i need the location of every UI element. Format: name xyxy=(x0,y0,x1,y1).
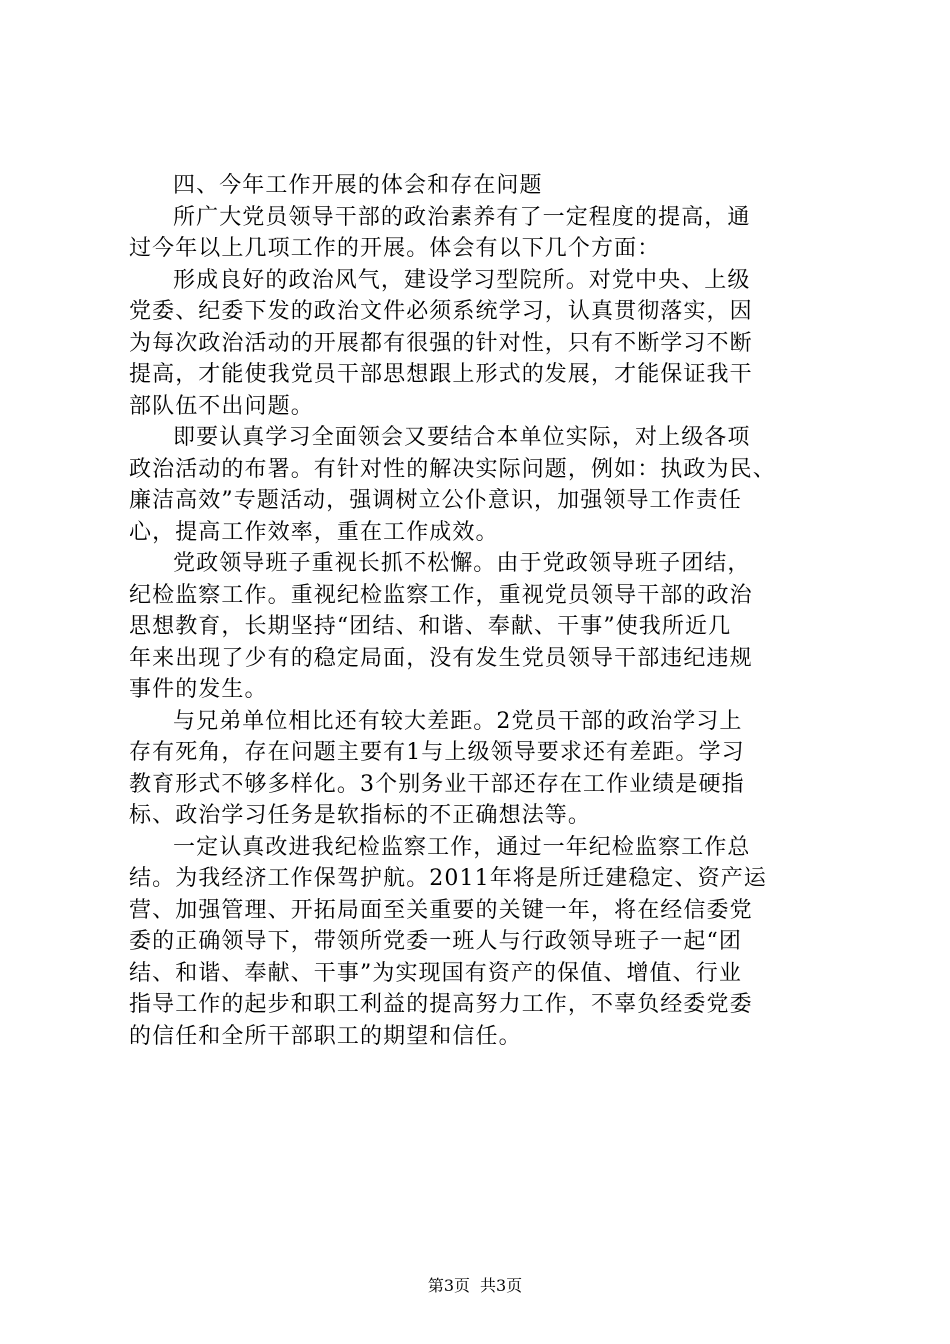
text-line: 四、今年工作开展的体会和存在问题 xyxy=(173,173,543,198)
page-total: 共3页 xyxy=(480,1276,523,1295)
text-line: 形成良好的政治风气，建设学习型院所。对党中央、上级 xyxy=(173,267,751,293)
text-line: 委的正确领导下，带领所党委一班人与行政领导班子一起“团 xyxy=(129,929,742,954)
text-line: 思想教育，长期坚持“团结、和谐、奉献、干事”使我所近几 xyxy=(129,614,732,639)
text-line: 所广大党员领导干部的政治素养有了一定程度的提高，通 xyxy=(173,204,751,230)
text-line: 即要认真学习全面领会又要结合本单位实际，对上级各项 xyxy=(173,425,751,450)
text-line: 部队伍不出问题。 xyxy=(129,393,314,419)
page-footer xyxy=(0,1276,950,1296)
text-line: 标、政治学习任务是软指标的不正确想法等。 xyxy=(129,803,592,828)
text-line: 心，提高工作效率，重在工作成效。 xyxy=(129,519,499,545)
text-line: 与兄弟单位相比还有较大差距。2党员干部的政治学习上 xyxy=(173,708,743,734)
text-line: 存有死角，存在问题主要有1与上级领导要求还有差距。学习 xyxy=(129,740,745,765)
text-line: 党政领导班子重视长抓不松懈。由于党政领导班子团结， xyxy=(173,551,751,576)
text-line: 党委、纪委下发的政治文件必须系统学习，认真贯彻落实，因 xyxy=(129,299,753,324)
text-line: 结、和谐、奉献、干事”为实现国有资产的保值、增值、行业 xyxy=(129,960,742,986)
text-line: 提高，才能使我党员干部思想跟上形式的发展，才能保证我干 xyxy=(129,362,753,387)
text-line: 事件的发生。 xyxy=(129,677,268,702)
text-line: 政治活动的布署。有针对性的解决实际问题，例如：执政为民、 xyxy=(129,456,776,482)
text-line: 为每次政治活动的开展都有很强的针对性，只有不断学习不断 xyxy=(129,330,753,356)
page-number: 第3页 xyxy=(427,1276,470,1295)
document-body xyxy=(129,170,827,1052)
text-line: 一定认真改进我纪检监察工作，通过一年纪检监察工作总 xyxy=(173,834,751,860)
text-line: 过今年以上几项工作的开展。体会有以下几个方面： xyxy=(129,236,661,261)
text-line: 营、加强管理、开拓局面至关重要的关键一年，将在经信委党 xyxy=(129,897,753,923)
text-line: 结。为我经济工作保驾护航。2011年将是所迁建稳定、资产运 xyxy=(129,866,767,891)
text-line: 的信任和全所干部职工的期望和信任。 xyxy=(129,1023,522,1049)
text-line: 指导工作的起步和职工利益的提高努力工作，不辜负经委党委 xyxy=(129,992,753,1017)
text-line: 教育形式不够多样化。3个别务业干部还存在工作业绩是硬指 xyxy=(129,771,745,797)
text-line: 廉洁高效”专题活动，强调树立公仆意识，加强领导工作责任 xyxy=(129,488,742,513)
text-line: 纪检监察工作。重视纪检监察工作，重视党员领导干部的政治 xyxy=(129,582,753,608)
text-line: 年来出现了少有的稳定局面，没有发生党员领导干部违纪违规 xyxy=(129,645,753,671)
